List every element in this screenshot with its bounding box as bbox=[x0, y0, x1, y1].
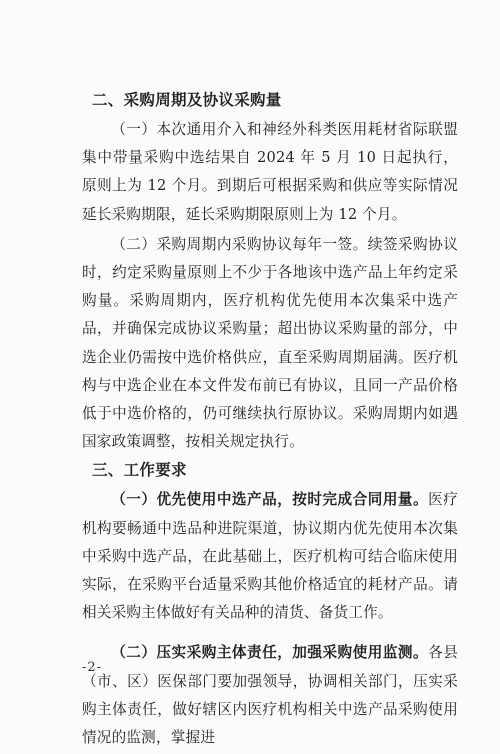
section-heading-purchase-cycle: 二、采购周期及协议采购量 bbox=[92, 91, 282, 109]
paragraph-lead-monitoring: （二）压实采购主体责任，加强采购使用监测。 bbox=[111, 644, 429, 662]
paragraph-body-priority-use: 医疗机构要畅通中选品种进院渠道，协议期内优先使用本次集中采购中选产品，在此基础上，医疗机构可结合临床使用实际，在采购平台适量采购其他价格适宜的耗材产品。请相关采购主体做好有关品种的清货、备货工作。 bbox=[82, 491, 458, 622]
page-number: -2- bbox=[82, 660, 103, 675]
paragraph-body-monitoring: 各县（市、区）医保部门要加强领导，协调相关部门，压实采购主体责任，做好辖区内医疗机构相关中选产品采购使用情况的监测，掌握进 bbox=[82, 644, 458, 747]
paragraph-priority-use bbox=[82, 486, 458, 627]
paragraph-lead-priority-use: （一）优先使用中选产品，按时完成合同用量。 bbox=[111, 491, 429, 509]
paragraph-monitoring bbox=[82, 639, 458, 752]
section-heading-work-requirements: 三、工作要求 bbox=[92, 461, 187, 480]
document-body bbox=[82, 88, 458, 754]
paragraph-annual-agreement: （二）采购周期内采购协议每年一签。续签采购协议时，约定采购量原则上不少于各地该中选产品上年约定采购量。采购周期内，医疗机构优先使用本次集采中选产品，并确保完成协议采购量；超出协议采购量的部分，中选企业仍需按中选价格供应，直至采购周期届满。医疗机构与中选企业在本文件发布前已有协议，且同一产品价格低于中选价格的，仍可继续执行原协议。采购周期内如遇国家政策调整，按相关规定执行。 bbox=[82, 235, 458, 451]
paragraph-spacer bbox=[82, 629, 458, 639]
paragraph-execution-period: （一）本次通用介入和神经外科类医用耗材省际联盟集中带量采购中选结果自 2024 年 5 月 10 日起执行，原则上为 12 个月。到期后可根据采购和供应等实际情况延长采购期限，延长采购期限原则上为 12 个月。 bbox=[82, 121, 458, 223]
